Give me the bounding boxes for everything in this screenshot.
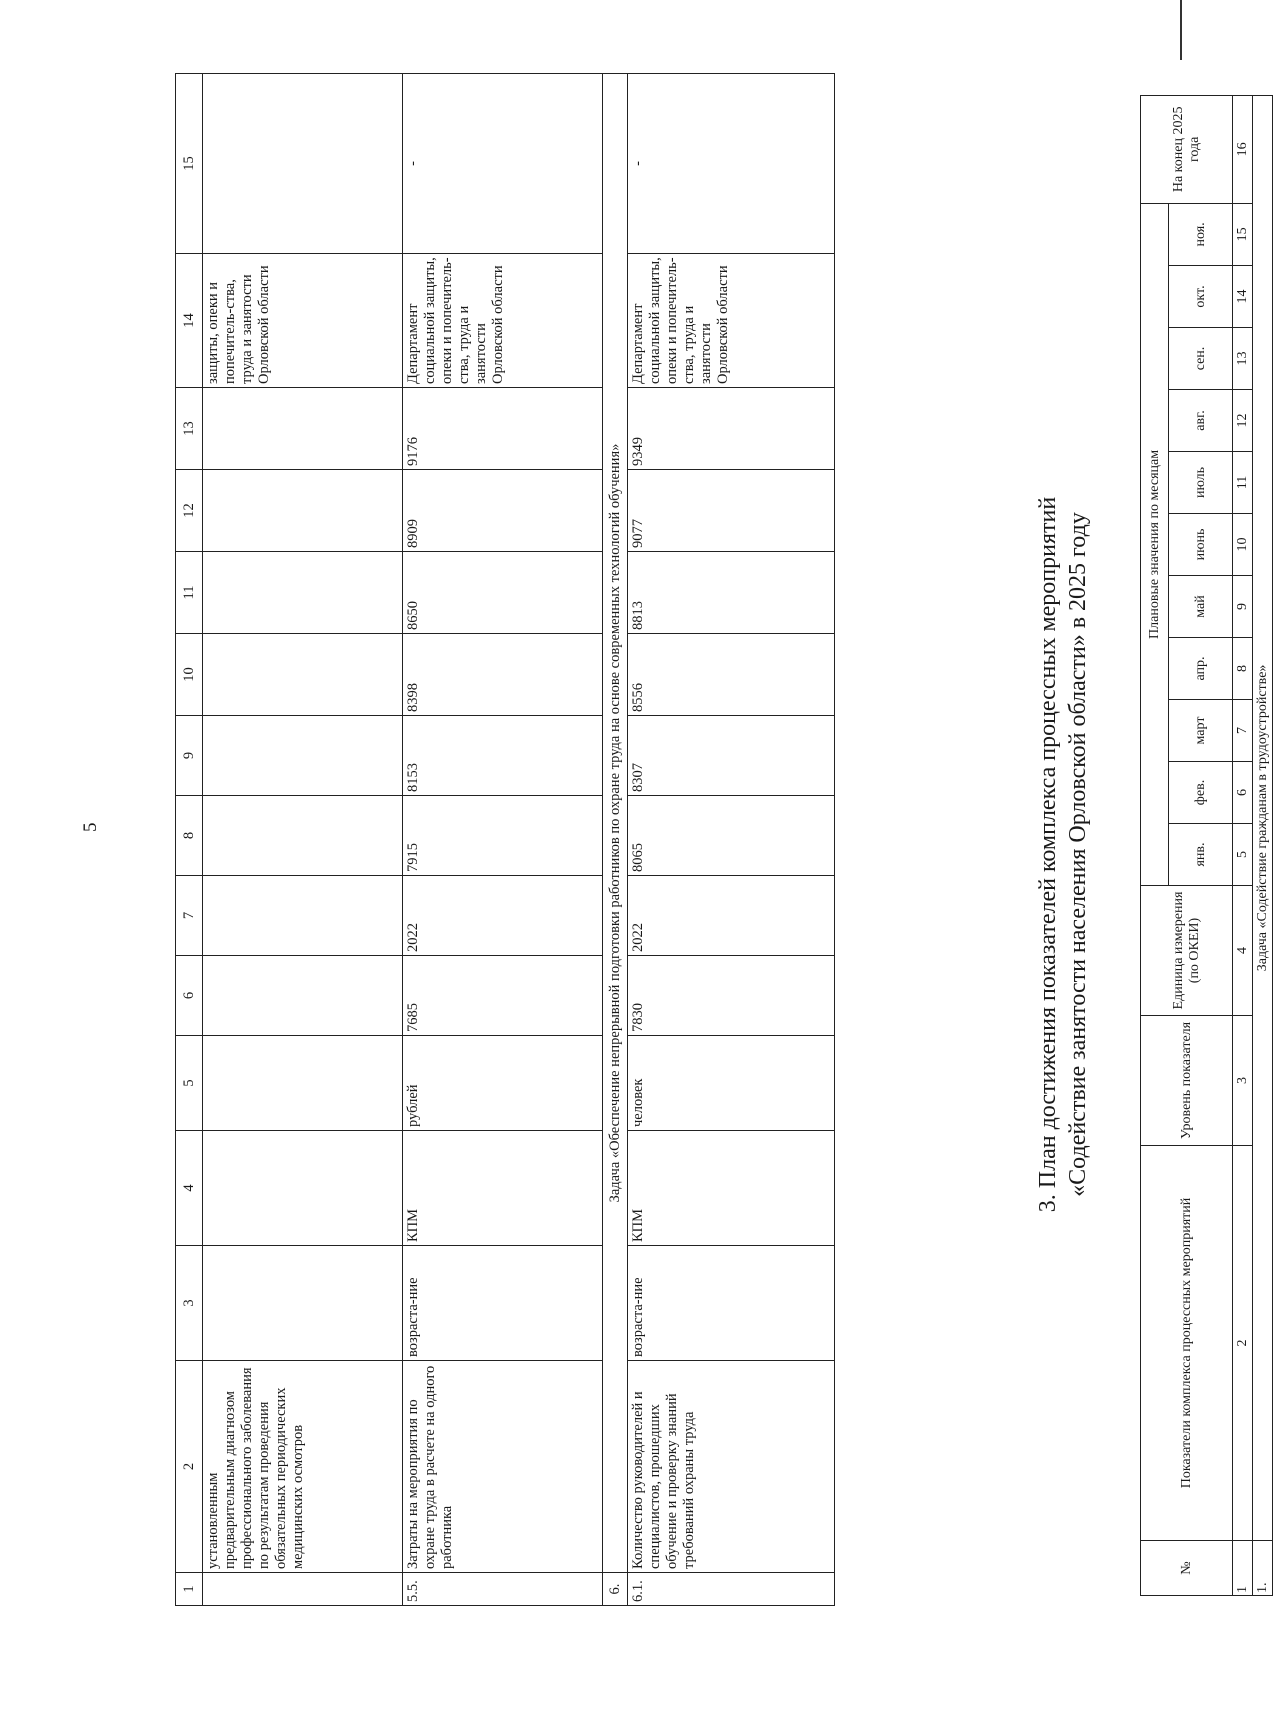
value-cell: 8398 — [403, 634, 603, 716]
month-feb: фев. — [1169, 762, 1233, 824]
section-title-line-1: 3. План достижения показателей комплекса процессных мероприятий — [1035, 496, 1061, 1213]
header-year-end: На конец 2025 года — [1141, 95, 1233, 203]
month-apr: апр. — [1169, 638, 1233, 700]
value-cell: 7915 — [403, 796, 603, 876]
month-jan: янв. — [1169, 824, 1233, 886]
task-title: Задача «Обеспечение непрерывной подготовки работников по охране труда на основе современных технологий обучения» — [603, 74, 628, 1573]
col-num: 9 — [1233, 576, 1253, 638]
indicators-table — [175, 73, 835, 1606]
month-nov: ноя. — [1169, 203, 1233, 265]
value-cell: 8650 — [403, 552, 603, 634]
header-cell: 11 — [176, 552, 203, 634]
cell — [203, 1246, 403, 1361]
cell — [203, 470, 403, 552]
header-cell: 1 — [176, 1573, 203, 1606]
col-num: 16 — [1233, 95, 1253, 203]
value-cell: 8065 — [628, 796, 835, 876]
row-number — [203, 1573, 403, 1606]
col-num: 8 — [1233, 638, 1253, 700]
indicator-name: установленным предварительным диагнозом профессионального заболевания по результатам проведения обязательных периодических медицинских осмотров — [203, 1361, 403, 1573]
header-cell: 10 — [176, 634, 203, 716]
table-row-5-5 — [403, 74, 603, 1606]
responsible: Департамент социальной защиты, опеки и попечитель-ства, труда и занятости Орловской области — [403, 254, 603, 388]
cell — [203, 796, 403, 876]
col-num: 10 — [1233, 514, 1253, 576]
month-may: май — [1169, 576, 1233, 638]
task-number: 1. — [1253, 1541, 1273, 1596]
base-value: 7830 — [628, 956, 835, 1036]
value-cell: 9349 — [628, 388, 835, 470]
col-num: 3 — [1233, 1016, 1253, 1146]
header-cell: 4 — [176, 1131, 203, 1246]
monthly-plan-table — [1140, 95, 1273, 1596]
cell — [203, 634, 403, 716]
header-cell: 7 — [176, 876, 203, 956]
plan-task-row — [1253, 95, 1273, 1595]
col-num: 4 — [1233, 886, 1253, 1016]
col-num: 11 — [1233, 452, 1253, 514]
value-cell: 8813 — [628, 552, 835, 634]
cell — [203, 1036, 403, 1131]
col-num: 6 — [1233, 762, 1253, 824]
unit: рублей — [403, 1036, 603, 1131]
value-cell: 9077 — [628, 470, 835, 552]
month-jun: июнь — [1169, 514, 1233, 576]
base-year: 2022 — [628, 876, 835, 956]
header-cell: 5 — [176, 1036, 203, 1131]
cell — [203, 1131, 403, 1246]
header-cell: 2 — [176, 1361, 203, 1573]
value-cell: 8153 — [403, 716, 603, 796]
plan-column-numbers — [1233, 95, 1253, 1595]
col-num: 1 — [1233, 1541, 1253, 1596]
col-num: 15 — [1233, 203, 1253, 265]
header-cell: 12 — [176, 470, 203, 552]
unit: человек — [628, 1036, 835, 1131]
row-number: 6.1. — [628, 1573, 835, 1606]
col15: - — [628, 74, 835, 254]
value-cell: 8556 — [628, 634, 835, 716]
value-cell: 9176 — [403, 388, 603, 470]
direction: возраста-ние — [403, 1246, 603, 1361]
month-oct: окт. — [1169, 266, 1233, 328]
header-monthly: Плановые значения по месяцам — [1141, 203, 1169, 885]
col15: - — [403, 74, 603, 254]
indicator-type: КПМ — [628, 1131, 835, 1246]
responsible: защиты, опеки и попечитель-ства, труда и занятости Орловской области — [203, 254, 403, 388]
header-cell: 13 — [176, 388, 203, 470]
cell — [203, 74, 403, 254]
cell — [203, 716, 403, 796]
month-aug: авг. — [1169, 390, 1233, 452]
task-row-6 — [603, 74, 628, 1606]
month-jul: июль — [1169, 452, 1233, 514]
month-sep: сен. — [1169, 328, 1233, 390]
header-number: № — [1141, 1541, 1233, 1596]
value-cell: 8307 — [628, 716, 835, 796]
header-unit: Единица измерения (по ОКЕИ) — [1141, 886, 1233, 1016]
col-num: 12 — [1233, 390, 1253, 452]
base-year: 2022 — [403, 876, 603, 956]
value-cell: 8909 — [403, 470, 603, 552]
responsible: Департамент социальной защиты, опеки и попечитель-ства, труда и занятости Орловской области — [628, 254, 835, 388]
table-row-6-1 — [628, 74, 835, 1606]
col-num: 13 — [1233, 328, 1253, 390]
base-value: 7685 — [403, 956, 603, 1036]
table-row-continuation — [203, 74, 403, 1606]
col-num: 7 — [1233, 700, 1253, 762]
page-number: 5 — [80, 822, 101, 832]
header-cell: 15 — [176, 74, 203, 254]
table-header-row — [176, 74, 203, 1606]
task-title: Задача «Содействие гражданам в трудоустройстве» — [1253, 95, 1273, 1540]
month-mar: март — [1169, 700, 1233, 762]
header-cell: 14 — [176, 254, 203, 388]
direction: возраста-ние — [628, 1246, 835, 1361]
cell — [203, 956, 403, 1036]
cell — [203, 876, 403, 956]
header-indicator: Показатели комплекса процессных мероприятий — [1141, 1146, 1233, 1541]
indicator-type: КПМ — [403, 1131, 603, 1246]
indicator-name: Затраты на мероприятия по охране труда в расчете на одного работника — [403, 1361, 603, 1573]
col-num: 14 — [1233, 266, 1253, 328]
header-cell: 9 — [176, 716, 203, 796]
col-num: 2 — [1233, 1146, 1253, 1541]
header-cell: 8 — [176, 796, 203, 876]
header-cell: 6 — [176, 956, 203, 1036]
header-cell: 3 — [176, 1246, 203, 1361]
indicator-name: Количество руководителей и специалистов, прошедших обучение и проверку знаний требований охраны труда — [628, 1361, 835, 1573]
row-number: 5.5. — [403, 1573, 603, 1606]
cell — [203, 552, 403, 634]
cell — [203, 388, 403, 470]
row-number: 6. — [603, 1573, 628, 1606]
col-num: 5 — [1233, 824, 1253, 886]
section-title-line-2: «Содействие занятости населения Орловской области» в 2025 году — [1065, 512, 1091, 1197]
header-level: Уровень показателя — [1141, 1016, 1233, 1146]
plan-header-row-1 — [1141, 95, 1169, 1595]
